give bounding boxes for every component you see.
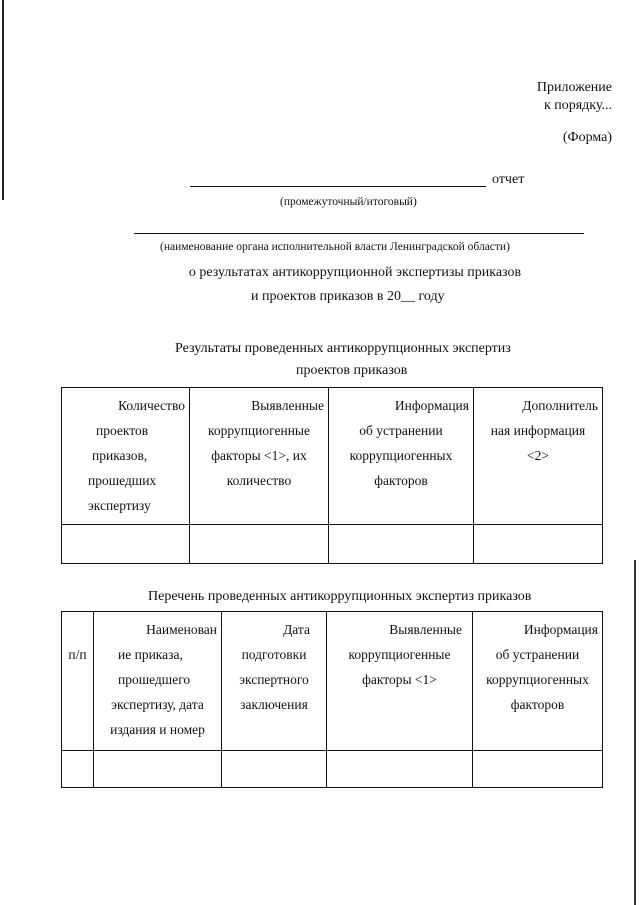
appendix-label: Приложение [536,80,612,95]
table-cell [473,751,603,788]
table-cell [62,751,94,788]
report-subject-line1: о результатах антикоррупционной экспертизы приказов [188,265,522,280]
table-cell [222,751,327,788]
results-table [61,387,603,564]
report-type-caption: (промежуточный/итоговый) [280,196,417,208]
scan-edge-left [2,0,4,200]
organ-blank-line [134,233,584,234]
table-cell [62,525,190,564]
list-table-header-row [62,612,603,751]
report-subject-line2: и проектов приказов в 20__ году [251,289,445,304]
results-col-additional: Дополнитель ная информация <2> [474,388,603,525]
table-cell [190,525,329,564]
list-col-number: п/п [62,612,94,751]
expertise-list-table [61,611,603,788]
results-table-header-row [62,388,603,525]
results-col-elimination: Информация об устранении коррупциогенных факторов [329,388,474,525]
section2-title: Перечень проведенных антикоррупционных экспертиз приказов [148,589,532,604]
list-col-conclusion-date: Дата подготовки экспертного заключения [222,612,327,751]
results-col-count: Количество проектов приказов, прошедших экспертизу [62,388,190,525]
list-table-empty-row [62,751,603,788]
report-blank-line [190,186,486,187]
section1-title-line1: Результаты проведенных антикоррупционных экспертиз [175,341,511,356]
appendix-reference: к порядку... [543,98,612,113]
table-cell [474,525,603,564]
table-cell [94,751,222,788]
scan-edge-right [634,560,636,905]
list-col-elimination: Информация об устранении коррупциогенных факторов [473,612,603,751]
list-col-factors: Выявленные коррупциогенные факторы <1> [327,612,473,751]
report-word: отчет [492,172,525,187]
results-col-factors: Выявленные коррупциогенные факторы <1>, их количество [190,388,329,525]
list-col-order-name: Наименован ие приказа, прошедшего экспертизу, дата издания и номер [94,612,222,751]
table-cell [329,525,474,564]
results-table-empty-row [62,525,603,564]
organ-caption: (наименование органа исполнительной власти Ленинградской области) [160,241,510,253]
table-cell [327,751,473,788]
section1-title-line2: проектов приказов [296,363,408,378]
form-label: (Форма) [562,130,612,145]
